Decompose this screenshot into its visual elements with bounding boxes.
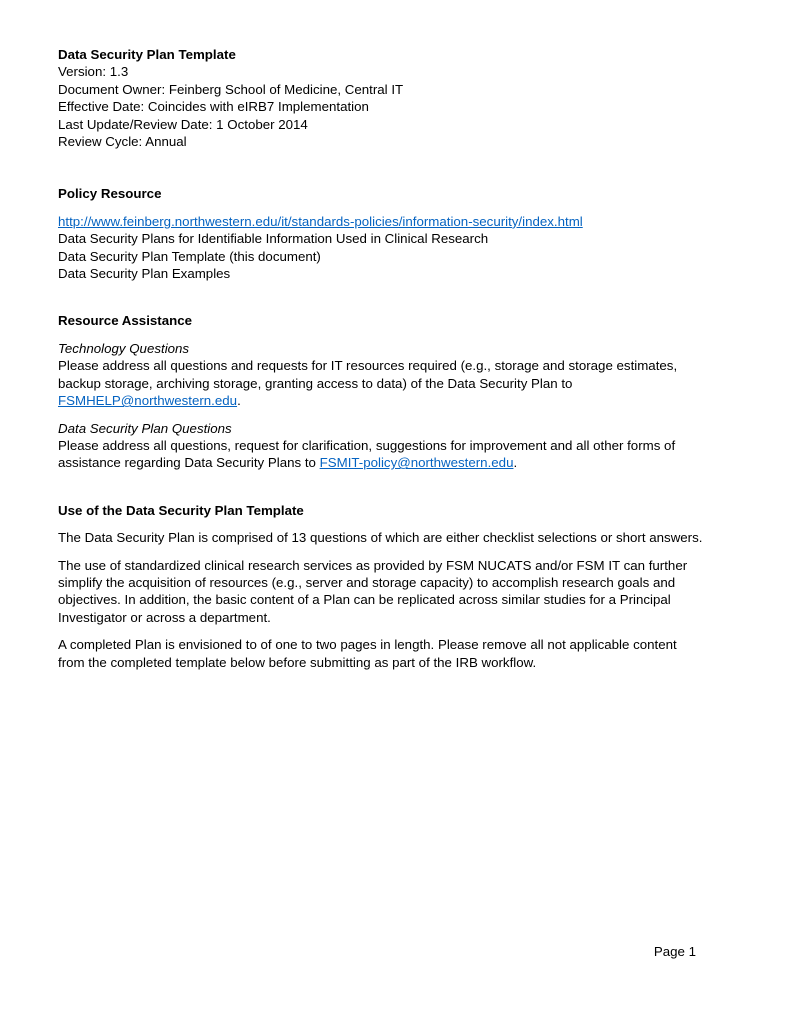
use-template-heading: Use of the Data Security Plan Template bbox=[58, 502, 304, 518]
use-template-para3-line: from the completed template below before submitting as part of the IRB workflow. bbox=[58, 654, 537, 670]
dsp-text-line: Please address all questions, request for clarification, suggestions for improvement and all other forms of bbox=[58, 437, 676, 453]
policy-resource-heading: Policy Resource bbox=[58, 186, 162, 202]
dsp-period: . bbox=[513, 455, 518, 471]
use-template-para2-line: simplify the acquisition of resources (e.g., server and storage capacity) to accomplish research goals and bbox=[58, 574, 676, 590]
use-template-para2-line: objectives. In addition, the basic content of a Plan can be replicated across similar studies for a Principal bbox=[58, 592, 671, 608]
document-title: Data Security Plan Template bbox=[58, 47, 236, 62]
policy-url-link[interactable]: http://www.feinberg.northwestern.edu/it/standards-policies/information-security/index.html bbox=[58, 213, 583, 229]
use-template-para2-line: The use of standardized clinical research services as provided by FSM NUCATS and/or FSM IT can further bbox=[58, 557, 688, 573]
version-line: Version: 1.3 bbox=[58, 64, 129, 80]
effective-date-line: Effective Date: Coincides with eIRB7 Implementation bbox=[58, 99, 369, 115]
policy-item: Data Security Plan Template (this document) bbox=[58, 248, 321, 264]
technology-period: . bbox=[237, 393, 241, 409]
technology-text-line: backup storage, archiving storage, granting access to data) of the Data Security Plan to bbox=[58, 375, 573, 391]
page-number: Page 1 bbox=[653, 944, 696, 959]
fsmit-policy-email-link[interactable]: FSMIT-policy@northwestern.edu bbox=[319, 455, 514, 471]
use-template-para3-line: A completed Plan is envisioned to of one to two pages in length. Please remove all not applicable content bbox=[58, 637, 677, 653]
review-cycle-line: Review Cycle: Annual bbox=[58, 134, 187, 150]
use-template-para2-line: Investigator or across a department. bbox=[58, 609, 271, 625]
use-template-para1: The Data Security Plan is comprised of 13 questions of which are either checklist selections or short answers. bbox=[58, 530, 703, 546]
technology-questions-subheading: Technology Questions bbox=[58, 340, 190, 356]
technology-text-line: Please address all questions and requests for IT resources required (e.g., storage and storage estimates, bbox=[58, 358, 678, 374]
dsp-text-prefix: assistance regarding Data Security Plans to bbox=[58, 455, 320, 471]
last-update-line: Last Update/Review Date: 1 October 2014 bbox=[58, 116, 308, 132]
fsmhelp-email-link[interactable]: FSMHELP@northwestern.edu bbox=[58, 393, 238, 409]
dsp-questions-subheading: Data Security Plan Questions bbox=[58, 420, 232, 436]
owner-line: Document Owner: Feinberg School of Medicine, Central IT bbox=[58, 81, 404, 97]
policy-item: Data Security Plan Examples bbox=[58, 266, 231, 282]
resource-assistance-heading: Resource Assistance bbox=[58, 313, 193, 329]
document-body bbox=[58, 46, 703, 671]
policy-item: Data Security Plans for Identifiable Information Used in Clinical Research bbox=[58, 231, 489, 247]
